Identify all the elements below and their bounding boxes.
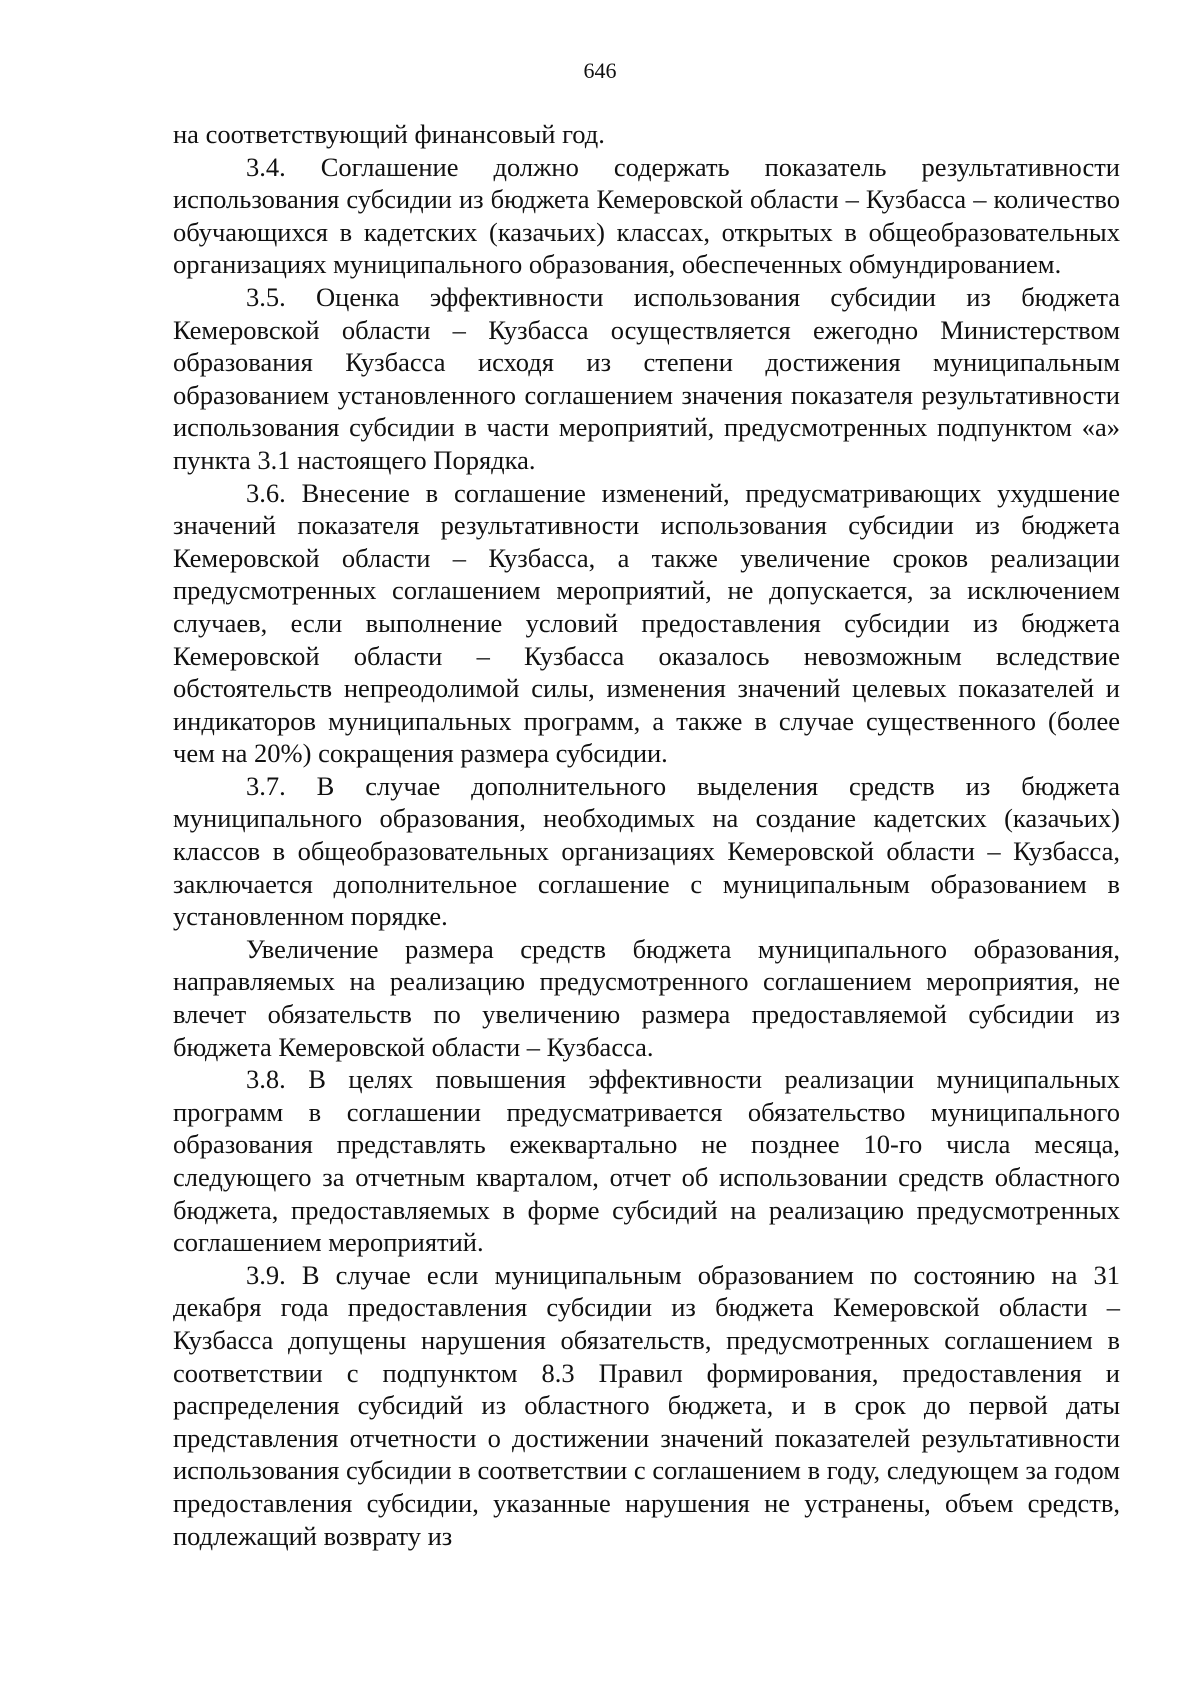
paragraph-3-5: 3.5. Оценка эффективности использования субсидии из бюджета Кемеровской области – Кузбасса осуществляется ежегодно Министерством образования Кузбасса исходя из степени достижения муниципальным образованием установленного соглашением значения показателя результативности использования субсидии в части мероприятий, предусмотренных подпунктом «а» пункта 3.1 настоящего Порядка. (173, 281, 1120, 475)
paragraph-3-8: 3.8. В целях повышения эффективности реализации муниципальных программ в соглашении предусматривается обязательство муниципального образования представлять ежеквартально не позднее 10-го числа месяца, следующего за отчетным кварталом, отчет об использовании средств областного бюджета, предоставляемых в форме субсидий на реализацию предусмотренных соглашением мероприятий. (173, 1064, 1120, 1258)
paragraph-3-4: 3.4. Соглашение должно содержать показатель результативности использования субсидии из бюджета Кемеровской области – Кузбасса – количество обучающихся в кадетских (казачьих) классах, открытых в общеобразовательных организациях муниципального образования, обеспеченных обмундированием. (173, 151, 1120, 280)
page-number: 646 (583, 58, 617, 83)
document-body (173, 118, 1120, 1552)
paragraph-3-7-addendum: Увеличение размера средств бюджета муниципального образования, направляемых на реализацию предусмотренного соглашением мероприятия, не влечет обязательств по увеличению размера предоставляемой субсидии из бюджета Кемеровской области – Кузбасса. (173, 933, 1120, 1062)
paragraph-3-9: 3.9. В случае если муниципальным образованием по состоянию на 31 декабря года предоставления субсидии из бюджета Кемеровской области – Кузбасса допущены нарушения обязательств, предусмотренных соглашением в соответствии с подпунктом 8.3 Правил формирования, предоставления и распределения субсидий из областного бюджета, и в срок до первой даты представления отчетности о достижении значений показателей результативности использования субсидии в соответствии с соглашением в году, следующем за годом предоставления субсидии, указанные нарушения не устранены, объем средств, подлежащий возврату из (173, 1259, 1120, 1551)
paragraph-3-6: 3.6. Внесение в соглашение изменений, предусматривающих ухудшение значений показателя результативности использования субсидии из бюджета Кемеровской области – Кузбасса, а также увеличение сроков реализации предусмотренных соглашением мероприятий, не допускается, за исключением случаев, если выполнение условий предоставления субсидии из бюджета Кемеровской области – Кузбасса оказалось невозможным вследствие обстоятельств непреодолимой силы, изменения значений целевых показателей и индикаторов муниципальных программ, а также в случае существенного (более чем на 20%) сокращения размера субсидии. (173, 477, 1120, 769)
paragraph-3-7: 3.7. В случае дополнительного выделения средств из бюджета муниципального образования, необходимых на создание кадетских (казачьих) классов в общеобразовательных организациях Кемеровской области – Кузбасса, заключается дополнительное соглашение с муниципальным образованием в установленном порядке. (173, 770, 1120, 932)
paragraph-continuation: на соответствующий финансовый год. (173, 119, 605, 149)
